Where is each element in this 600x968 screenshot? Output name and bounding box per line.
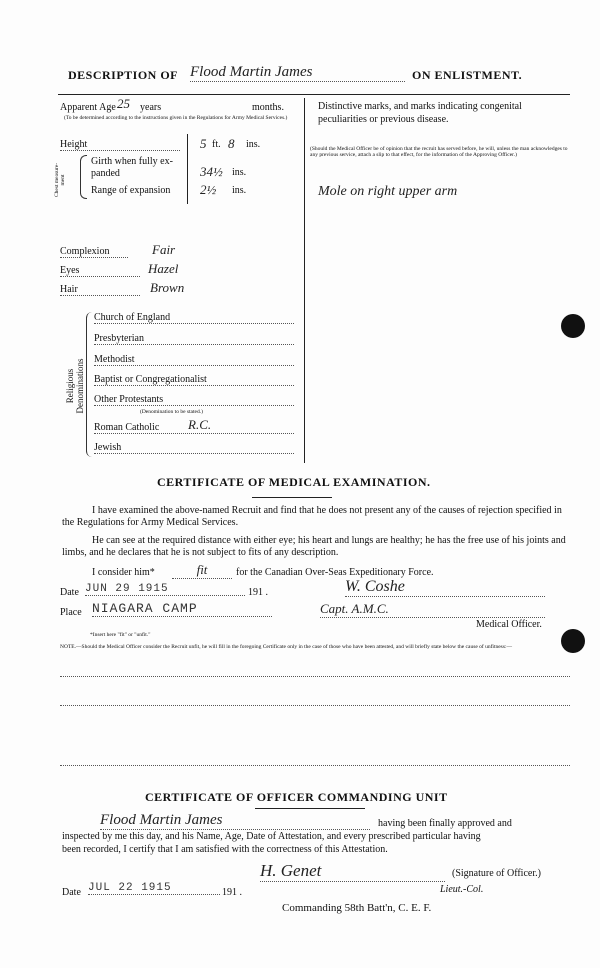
range-value: 2½ [200,182,217,197]
religion-item: Baptist or Congregationalist [94,374,294,386]
girth-value: 34½ [200,164,223,179]
age-label: Apparent Age [60,102,116,113]
consider-label: I consider him* [92,567,155,578]
punch-hole [561,314,585,338]
brace [80,155,87,199]
brace [86,312,93,457]
signature-label: (Signature of Officer.) [452,868,541,879]
place-label: Place [60,607,82,618]
medical-officer-signature: W. Coshe [345,578,545,597]
religion-item: Presbyterian [94,333,294,345]
height-ft: 5 [200,136,207,151]
divider [187,134,188,204]
medical-place: NIAGARA CAMP [92,601,272,617]
commanding-date: JUL 22 1915 [88,882,220,895]
ft-label: ft. [212,139,221,150]
height-in: 8 [228,136,235,151]
dotted-line [60,704,570,706]
dotted-line [60,764,570,766]
religion-label: Religious Denominations [65,358,85,414]
commanding-text-3: been recorded, I certify that I am satisfied with the correctness of this Attestation. [62,844,388,855]
commanding-text-2: inspected by me this day, and his Name, Age, Date of Attestation, and every prescribed particular having [62,831,481,842]
range-label: Range of expansion [91,185,171,196]
height-label: Height [60,139,180,151]
complexion-value: Fair [152,242,176,257]
medical-paragraph-1: I have examined the above-named Recruit and find that he does not present any of the causes of rejection specified in the Regulations for Army Medical Services. [62,505,562,528]
girth-unit: ins. [232,167,247,178]
religion-item: Church of England [94,312,294,324]
fitness-value: fit [172,562,232,579]
medical-paragraph-2: He can see at the required distance with either eye; his heart and lungs are healthy; he has the free use of his joints and limbs, and he declares that he is not subject to fits of any description. [62,535,566,558]
months-label: months. [252,102,284,113]
complexion-label: Complexion [60,246,128,258]
punch-hole [561,629,585,653]
marks-value: Mole on right upper arm [318,184,458,199]
medical-date: JUN 29 1915 [85,583,245,596]
date-label: Date [62,887,81,898]
religion-item: Methodist [94,354,294,366]
title-prefix: DESCRIPTION OF [68,68,179,82]
medical-officer-label: Medical Officer. [476,619,542,630]
marks-heading: Distinctive marks, and marks indicating congenital peculiarities or previous disease. [318,101,522,125]
divider [255,808,365,809]
medical-title: CERTIFICATE OF MEDICAL EXAMINATION. [157,475,431,489]
medical-footnote: NOTE.—Should the Medical Officer consider the Recruit unfit, he will fill in the foregoing Certificate only in the case of those who have been attested, and will briefly state below the cause of unfitness:— [60,644,512,650]
religion-value: R.C. [188,417,212,432]
denomination-note: (Denomination to be stated.) [140,409,203,415]
divider [304,98,305,463]
eyes-value: Hazel [148,261,179,276]
date-label: Date [60,587,79,598]
recruit-name: Flood Martin James [190,64,405,82]
religion-item: Roman Catholic [94,422,294,434]
year-suffix: 191 . [248,587,268,598]
consider-suffix: for the Canadian Over-Seas Expeditionary Force. [236,567,434,578]
ins-label: ins. [246,139,261,150]
title-suffix: ON ENLISTMENT. [412,68,523,82]
years-label: years [140,102,162,113]
hair-value: Brown [150,280,185,295]
divider [252,497,332,498]
commanding-recruit-name: Flood Martin James [100,812,370,830]
marks-note: (Should the Medical Officer be of opinion that the recruit has served before, he will, unless the man acknowledges to any previous service, attach a slip to that effect, for the information of the Approving Officer.) [310,146,568,158]
insert-note: *Insert here "fit" or "unfit." [90,632,151,638]
religion-item: Jewish [94,442,294,454]
commanding-unit: Commanding 58th Batt'n, C. E. F. [282,902,432,914]
religion-item: Other Protestants [94,394,294,406]
eyes-label: Eyes [60,265,140,277]
dotted-line [60,675,570,677]
medical-officer-rank: Capt. A.M.C. [320,601,545,618]
commanding-text-1: having been finally approved and [378,818,512,829]
hair-label: Hair [60,284,140,296]
chest-label: Chest measure-ment [54,162,66,198]
commanding-officer-signature: H. Genet [260,861,445,882]
year-suffix: 191 . [222,887,242,898]
age-value: 25 [117,96,130,111]
divider [58,94,570,95]
age-note: (To be determined according to the instructions given in the Regulations for Army Medical Services.) [64,115,288,121]
range-unit: ins. [232,185,247,196]
commanding-title: CERTIFICATE OF OFFICER COMMANDING UNIT [145,790,448,804]
rank-label: Lieut.-Col. [440,884,484,895]
girth-label: Girth when fully ex-panded [91,156,173,179]
